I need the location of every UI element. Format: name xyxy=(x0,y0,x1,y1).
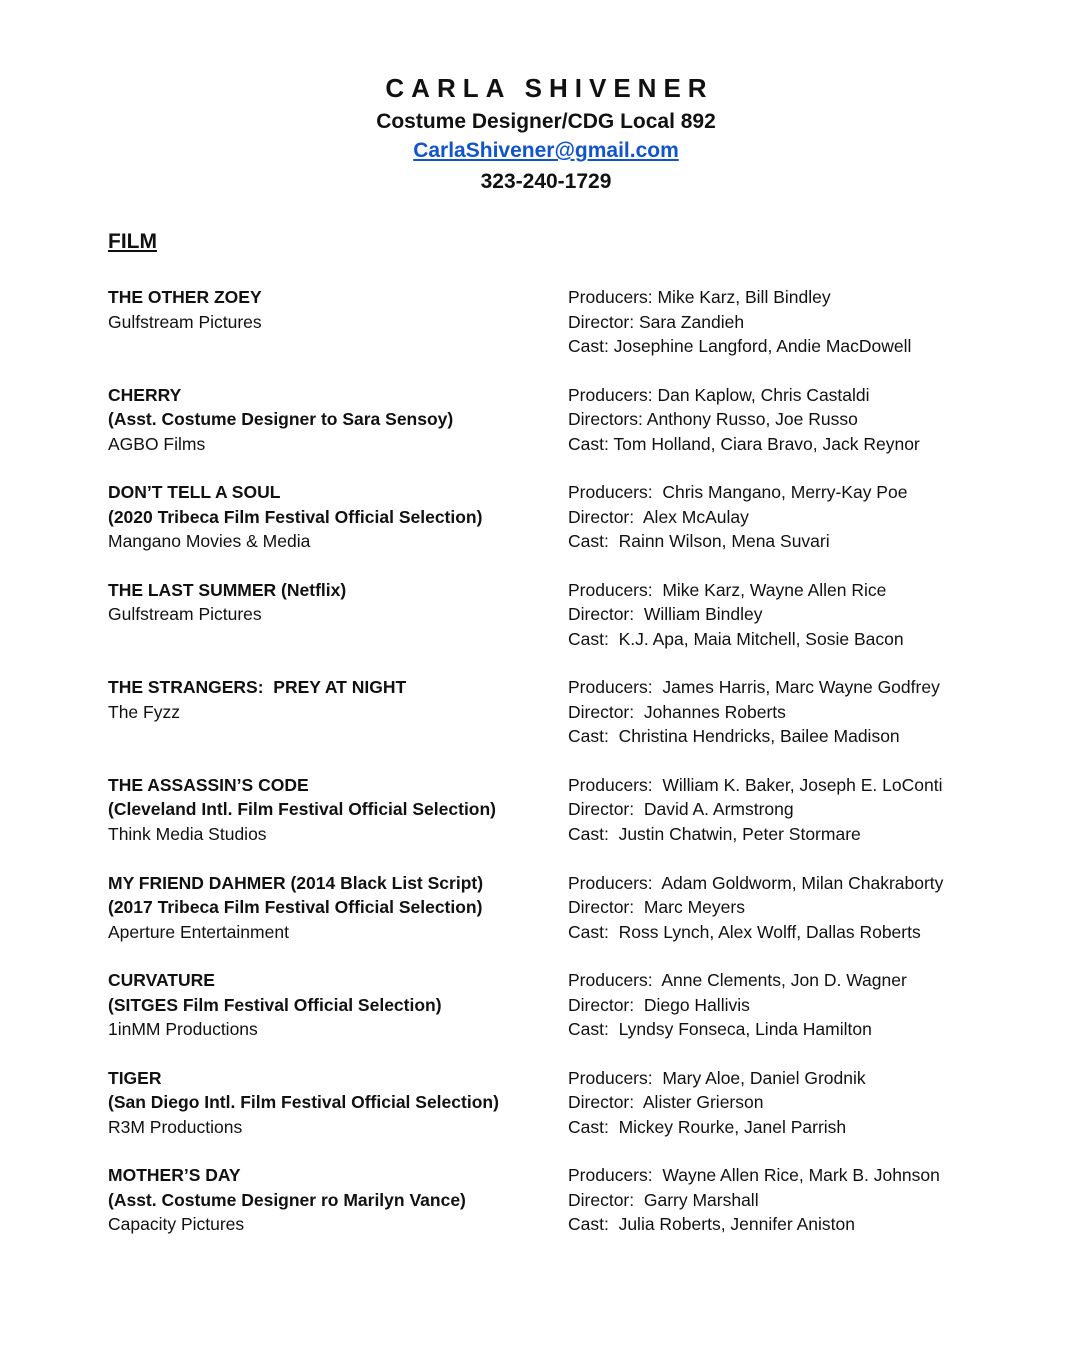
credit-project-info xyxy=(108,1066,568,1164)
cast: Cast: Lyndsy Fonseca, Linda Hamilton xyxy=(568,1019,872,1040)
project-note: (2020 Tribeca Film Festival Official Selection) xyxy=(108,506,483,527)
project-note: (2017 Tribeca Film Festival Official Selection) xyxy=(108,897,483,918)
credit-project-info xyxy=(108,383,568,481)
project-title: THE OTHER ZOEY xyxy=(108,287,262,307)
production-company: Think Media Studios xyxy=(108,823,267,844)
director: Director: Garry Marshall xyxy=(568,1189,759,1210)
director: Director: Johannes Roberts xyxy=(568,701,786,722)
credit-entry xyxy=(108,1163,988,1261)
project-title: MY FRIEND DAHMER (2014 Black List Script) xyxy=(108,872,484,893)
director: Director: Marc Meyers xyxy=(568,897,745,918)
phone-number: 323-240-1729 xyxy=(480,170,612,193)
director: Director: Diego Hallivis xyxy=(568,994,750,1015)
credit-project-info xyxy=(108,871,568,969)
credit-entry xyxy=(108,773,988,871)
credit-entry xyxy=(108,871,988,969)
credit-entry xyxy=(108,285,988,383)
project-title: DON’T TELL A SOUL xyxy=(108,482,281,503)
production-company: Capacity Pictures xyxy=(108,1214,245,1235)
credit-entry xyxy=(108,480,988,578)
credit-project-info xyxy=(108,675,568,773)
cast: Cast: Mickey Rourke, Janel Parrish xyxy=(568,1116,847,1137)
credit-crew-info xyxy=(568,480,988,578)
cast: Cast: Justin Chatwin, Peter Stormare xyxy=(568,823,861,844)
project-note: (Asst. Costume Designer to Sara Sensoy) xyxy=(108,409,454,430)
resume-header xyxy=(0,72,1092,196)
credits-list xyxy=(108,285,988,1261)
project-title: MOTHER’S DAY xyxy=(108,1165,241,1186)
project-title: TIGER xyxy=(108,1067,162,1088)
director: Director: David A. Armstrong xyxy=(568,799,794,820)
credit-crew-info xyxy=(568,1163,988,1261)
producers: Producers: James Harris, Marc Wayne Godfrey xyxy=(568,677,940,698)
credit-entry xyxy=(108,578,988,676)
project-title: THE LAST SUMMER (Netflix) xyxy=(108,579,347,600)
producers: Producers: Mike Karz, Wayne Allen Rice xyxy=(568,579,887,600)
credit-crew-info xyxy=(568,285,988,383)
cast: Cast: Rainn Wilson, Mena Suvari xyxy=(568,531,830,552)
director: Directors: Anthony Russo, Joe Russo xyxy=(568,409,858,430)
credit-project-info xyxy=(108,480,568,578)
producers: Producers: Dan Kaplow, Chris Castaldi xyxy=(568,384,870,405)
resume-name: CARLA SHIVENER xyxy=(385,73,714,103)
project-note: (SITGES Film Festival Official Selection) xyxy=(108,994,442,1015)
credit-entry xyxy=(108,1066,988,1164)
project-title: CURVATURE xyxy=(108,970,215,991)
credit-project-info xyxy=(108,285,568,383)
section-heading-film: FILM xyxy=(108,230,157,253)
cast: Cast: Ross Lynch, Alex Wolff, Dallas Roberts xyxy=(568,921,921,942)
credit-crew-info xyxy=(568,383,988,481)
cast: Cast: K.J. Apa, Maia Mitchell, Sosie Bacon xyxy=(568,628,904,649)
producers: Producers: Chris Mangano, Merry-Kay Poe xyxy=(568,482,908,503)
producers: Producers: Adam Goldworm, Milan Chakraborty xyxy=(568,872,944,893)
credit-project-info xyxy=(108,578,568,676)
production-company: The Fyzz xyxy=(108,701,180,722)
production-company: Mangano Movies & Media xyxy=(108,531,311,552)
credit-crew-info xyxy=(568,773,988,871)
producers: Producers: Mike Karz, Bill Bindley xyxy=(568,287,831,307)
credit-project-info xyxy=(108,773,568,871)
director: Director: Alister Grierson xyxy=(568,1092,764,1113)
project-title: THE ASSASSIN’S CODE xyxy=(108,774,309,795)
project-title: CHERRY xyxy=(108,384,182,405)
project-title: THE STRANGERS: PREY AT NIGHT xyxy=(108,677,407,698)
credit-crew-info xyxy=(568,675,988,773)
director: Director: Sara Zandieh xyxy=(568,311,745,332)
credit-crew-info xyxy=(568,1066,988,1164)
producers: Producers: Mary Aloe, Daniel Grodnik xyxy=(568,1067,866,1088)
credit-crew-info xyxy=(568,578,988,676)
production-company: Gulfstream Pictures xyxy=(108,311,262,332)
project-note: (San Diego Intl. Film Festival Official Selection) xyxy=(108,1092,499,1113)
project-note: (Cleveland Intl. Film Festival Official Selection) xyxy=(108,799,497,820)
credit-entry xyxy=(108,675,988,773)
cast: Cast: Josephine Langford, Andie MacDowell xyxy=(568,336,912,356)
credit-crew-info xyxy=(568,871,988,969)
credit-entry xyxy=(108,968,988,1066)
director: Director: Alex McAulay xyxy=(568,506,749,527)
production-company: Aperture Entertainment xyxy=(108,921,289,942)
project-note: (Asst. Costume Designer ro Marilyn Vance) xyxy=(108,1189,466,1210)
production-company: 1inMM Productions xyxy=(108,1019,258,1040)
producers: Producers: Wayne Allen Rice, Mark B. Johnson xyxy=(568,1165,940,1186)
producers: Producers: William K. Baker, Joseph E. LoConti xyxy=(568,774,943,795)
production-company: AGBO Films xyxy=(108,433,206,454)
credit-project-info xyxy=(108,1163,568,1261)
credit-crew-info xyxy=(568,968,988,1066)
resume-title: Costume Designer/CDG Local 892 xyxy=(376,110,716,133)
production-company: R3M Productions xyxy=(108,1116,243,1137)
production-company: Gulfstream Pictures xyxy=(108,604,262,625)
producers: Producers: Anne Clements, Jon D. Wagner xyxy=(568,970,907,991)
credit-project-info xyxy=(108,968,568,1066)
email-link[interactable]: CarlaShivener@gmail.com xyxy=(413,139,679,162)
cast: Cast: Christina Hendricks, Bailee Madison xyxy=(568,726,900,747)
cast: Cast: Tom Holland, Ciara Bravo, Jack Reynor xyxy=(568,433,920,454)
credit-entry xyxy=(108,383,988,481)
director: Director: William Bindley xyxy=(568,604,763,625)
cast: Cast: Julia Roberts, Jennifer Aniston xyxy=(568,1214,855,1235)
